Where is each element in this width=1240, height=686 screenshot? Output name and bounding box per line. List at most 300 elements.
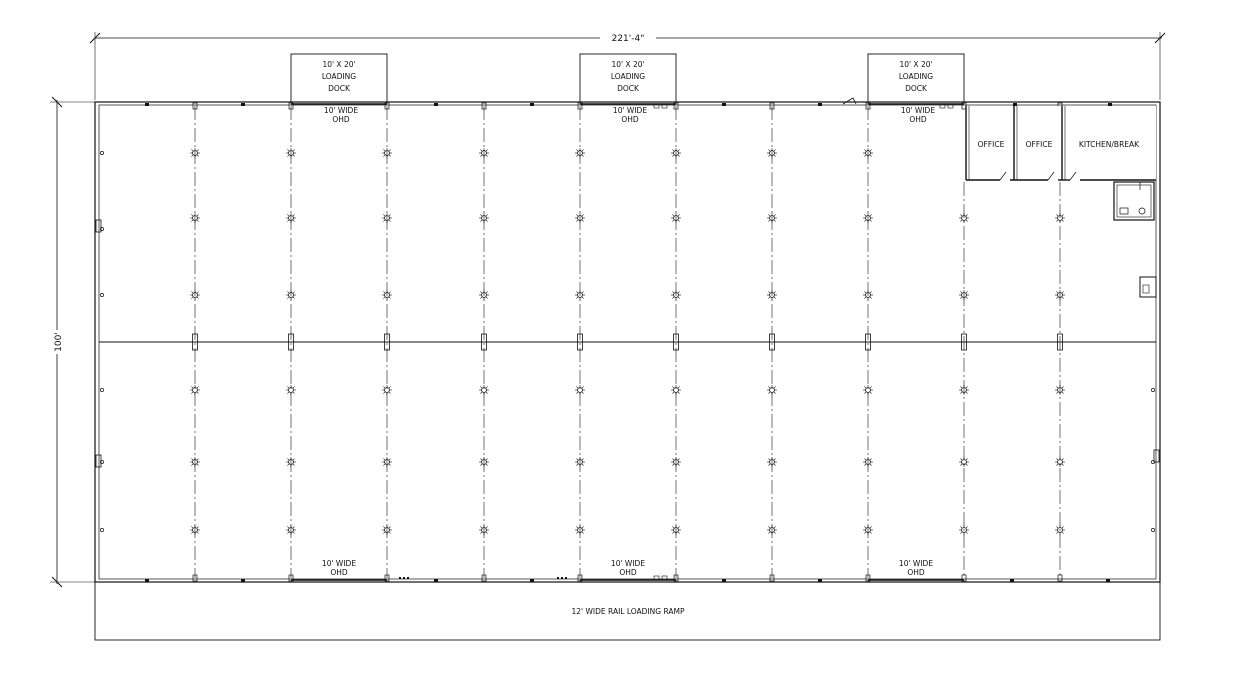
light-fixture-ray <box>672 214 674 216</box>
light-fixture-ray <box>576 392 578 394</box>
light-fixture-ray <box>582 297 584 299</box>
light-fixture-ray <box>480 297 482 299</box>
light-fixture-ray <box>672 526 674 528</box>
light-fixture-ray <box>576 386 578 388</box>
light-fixture-ray <box>1062 458 1064 460</box>
light-fixture-ray <box>768 392 770 394</box>
office-suite <box>966 106 1156 180</box>
light-fixture-ray <box>293 291 295 293</box>
loading-dock-3-line1: 10' X 20' <box>899 60 933 69</box>
light-fixture-ray <box>576 458 578 460</box>
light-fixture-ray <box>287 392 289 394</box>
light-fixture-ray <box>870 155 872 157</box>
light-fixture-ray <box>191 386 193 388</box>
light-fixture-ray <box>582 214 584 216</box>
wall-mark <box>561 577 563 579</box>
light-fixture-ray <box>293 155 295 157</box>
light-fixture-ray <box>672 220 674 222</box>
light-fixture-ray <box>678 526 680 528</box>
light-fixture-ray <box>197 526 199 528</box>
light-fixture-ray <box>768 291 770 293</box>
light-fixture-ray <box>383 386 385 388</box>
light-fixture-ray <box>1056 526 1058 528</box>
overhead-door-top-3-line2: OHD <box>909 115 927 124</box>
light-fixture-ray <box>287 464 289 466</box>
light-fixture-ray <box>774 155 776 157</box>
light-fixture-ray <box>480 214 482 216</box>
light-fixture-ray <box>582 291 584 293</box>
light-fixture-ray <box>287 149 289 151</box>
light-fixture-ray <box>480 526 482 528</box>
wall-mark <box>530 579 534 582</box>
light-fixture-ray <box>576 297 578 299</box>
light-fixture-ray <box>383 532 385 534</box>
light-fixture-ray <box>576 291 578 293</box>
wall-light-icon <box>100 528 103 531</box>
light-fixture-ray <box>191 526 193 528</box>
light-fixture-ray <box>576 155 578 157</box>
overhead-door-top-2-line1: 10' WIDE <box>612 106 648 115</box>
overhead-door-bottom-1-line1: 10' WIDE <box>321 559 357 568</box>
light-fixture-ray <box>389 220 391 222</box>
light-fixture-ray <box>582 458 584 460</box>
light-fixture-ray <box>486 532 488 534</box>
light-fixture-ray <box>1056 386 1058 388</box>
wall-mark <box>434 103 438 106</box>
light-fixture-ray <box>389 297 391 299</box>
light-fixture-ray <box>672 291 674 293</box>
light-fixture-ray <box>672 386 674 388</box>
wall-mark <box>530 103 534 106</box>
light-fixture-ray <box>864 155 866 157</box>
loading-dock-1 <box>291 54 387 102</box>
light-fixture-ray <box>672 458 674 460</box>
light-fixture-ray <box>864 214 866 216</box>
wall-mark <box>1010 579 1014 582</box>
wall-light-icon <box>100 293 103 296</box>
light-fixture-ray <box>293 297 295 299</box>
light-fixture-ray <box>864 297 866 299</box>
wall-mark <box>407 577 409 579</box>
light-fixture-ray <box>287 297 289 299</box>
light-fixture-icon <box>1055 457 1065 467</box>
light-fixture-ray <box>1056 458 1058 460</box>
light-fixture-ray <box>293 458 295 460</box>
light-fixture-ray <box>768 532 770 534</box>
loading-dock-2-line2: LOADING <box>610 72 646 81</box>
rail-loading-ramp <box>95 582 1160 640</box>
light-fixture-ray <box>870 297 872 299</box>
light-fixture-ray <box>383 392 385 394</box>
light-fixture-ray <box>389 464 391 466</box>
light-fixture-ray <box>486 220 488 222</box>
light-fixture-ray <box>486 214 488 216</box>
wall-light-icon <box>1151 528 1154 531</box>
light-fixture-ray <box>287 155 289 157</box>
light-fixture-ray <box>678 464 680 466</box>
light-fixture-icon <box>190 385 200 395</box>
light-fixture-ray <box>287 532 289 534</box>
light-fixture-ray <box>191 149 193 151</box>
light-fixture-ray <box>966 526 968 528</box>
light-fixture-ray <box>293 464 295 466</box>
light-fixture-ray <box>678 392 680 394</box>
overhead-door-bottom-3-line2: OHD <box>907 568 925 577</box>
light-fixture-ray <box>576 526 578 528</box>
light-fixture-ray <box>768 214 770 216</box>
light-fixture-ray <box>486 155 488 157</box>
light-fixture-ray <box>576 464 578 466</box>
light-fixture-ray <box>960 386 962 388</box>
light-fixture-ray <box>870 291 872 293</box>
light-fixture-ray <box>966 458 968 460</box>
light-fixture-ray <box>774 464 776 466</box>
light-fixture-ray <box>966 220 968 222</box>
light-fixture-ray <box>966 214 968 216</box>
light-fixture-ray <box>960 220 962 222</box>
light-fixture-ray <box>383 155 385 157</box>
light-fixture-ray <box>864 392 866 394</box>
light-fixture-ray <box>768 526 770 528</box>
light-fixture-ray <box>960 464 962 466</box>
light-fixture-ray <box>774 458 776 460</box>
overhead-door-top-3 <box>868 104 964 124</box>
light-fixture-ray <box>197 297 199 299</box>
light-fixture-ray <box>576 220 578 222</box>
light-fixture-ray <box>480 155 482 157</box>
light-fixture-ray <box>966 392 968 394</box>
light-fixture-ray <box>486 386 488 388</box>
light-fixture-ray <box>966 464 968 466</box>
light-fixture-ray <box>480 149 482 151</box>
light-fixture-ray <box>678 220 680 222</box>
light-fixture-ray <box>480 532 482 534</box>
light-fixture-ray <box>960 297 962 299</box>
light-fixture-ray <box>582 532 584 534</box>
light-fixture-ray <box>678 149 680 151</box>
side-door <box>1154 450 1159 462</box>
light-fixture-ray <box>1062 297 1064 299</box>
wall-mark <box>145 103 149 106</box>
light-fixture-ray <box>389 458 391 460</box>
overhead-door-top-2 <box>580 104 676 124</box>
light-fixture-ray <box>389 149 391 151</box>
light-fixture-ray <box>864 149 866 151</box>
light-fixture-ray <box>293 526 295 528</box>
light-fixture-ray <box>774 214 776 216</box>
light-fixture-ray <box>1056 532 1058 534</box>
light-fixture-ray <box>191 458 193 460</box>
wall-mark <box>145 579 149 582</box>
light-fixture-ray <box>480 386 482 388</box>
light-fixture-ray <box>774 220 776 222</box>
light-fixture-ray <box>576 149 578 151</box>
light-fixture-ray <box>486 392 488 394</box>
wall-mark <box>722 103 726 106</box>
light-fixture-ray <box>678 297 680 299</box>
light-fixture-ray <box>486 291 488 293</box>
light-fixture-ray <box>1056 220 1058 222</box>
overhead-door-bottom-1 <box>291 559 387 580</box>
side-door <box>96 220 101 232</box>
light-fixture-ray <box>383 464 385 466</box>
light-fixture-ray <box>576 214 578 216</box>
light-fixture-ray <box>582 220 584 222</box>
light-fixture-ray <box>864 464 866 466</box>
wall-light-icon <box>100 388 103 391</box>
sink-icon <box>1120 208 1128 214</box>
light-fixture-ray <box>287 386 289 388</box>
light-fixture-ray <box>383 297 385 299</box>
wall-mark <box>818 579 822 582</box>
light-fixture-ray <box>389 214 391 216</box>
light-fixture-ray <box>870 220 872 222</box>
loading-dock-1-line3: DOCK <box>328 84 350 93</box>
light-fixture-ray <box>678 155 680 157</box>
light-fixture-icon <box>767 385 777 395</box>
light-fixture-ray <box>768 458 770 460</box>
wall-light-icon <box>1151 388 1154 391</box>
light-fixture-ray <box>582 149 584 151</box>
loading-dock-2-line3: DOCK <box>617 84 639 93</box>
light-fixture-icon <box>479 385 489 395</box>
light-fixture-ray <box>197 458 199 460</box>
restroom <box>1114 182 1154 220</box>
light-fixture-ray <box>287 458 289 460</box>
light-fixture-icon <box>382 385 392 395</box>
wall-mark <box>557 577 559 579</box>
wall-mark <box>434 579 438 582</box>
light-fixture-ray <box>870 464 872 466</box>
toilet-icon <box>1139 208 1145 214</box>
light-fixture-ray <box>768 220 770 222</box>
light-fixture-ray <box>678 291 680 293</box>
loading-dock-3-line3: DOCK <box>905 84 927 93</box>
light-fixture-ray <box>389 386 391 388</box>
light-fixture-ray <box>1062 464 1064 466</box>
wall-light-icon <box>100 151 103 154</box>
wall-mark <box>403 577 405 579</box>
light-fixture-ray <box>191 532 193 534</box>
light-fixture-ray <box>1062 526 1064 528</box>
overhead-door-top-3-line1: 10' WIDE <box>900 106 936 115</box>
light-fixture-ray <box>383 291 385 293</box>
light-fixture-ray <box>768 149 770 151</box>
light-fixture-ray <box>191 155 193 157</box>
light-fixture-ray <box>383 214 385 216</box>
light-fixture-ray <box>1056 291 1058 293</box>
wall-mark <box>1106 579 1110 582</box>
light-fixture-ray <box>287 526 289 528</box>
light-fixture-ray <box>672 149 674 151</box>
light-fixture-ray <box>383 149 385 151</box>
light-fixture-ray <box>864 458 866 460</box>
light-fixture-ray <box>864 532 866 534</box>
light-fixture-ray <box>774 392 776 394</box>
width-dimension-label: 221'-4" <box>611 34 645 44</box>
light-fixture-ray <box>768 386 770 388</box>
light-fixture-ray <box>1056 392 1058 394</box>
light-fixture-ray <box>672 155 674 157</box>
light-fixture-icon <box>959 457 969 467</box>
light-fixture-ray <box>486 464 488 466</box>
light-fixture-ray <box>678 458 680 460</box>
light-fixture-ray <box>768 155 770 157</box>
loading-dock-2 <box>580 54 676 102</box>
light-fixture-ray <box>672 532 674 534</box>
light-fixture-ray <box>582 526 584 528</box>
light-fixture-ray <box>191 220 193 222</box>
office-1-label: OFFICE <box>977 140 1005 149</box>
overhead-door-bottom-2-line1: 10' WIDE <box>610 559 646 568</box>
light-fixture-ray <box>774 291 776 293</box>
overhead-door-top-1-line2: OHD <box>332 115 350 124</box>
overhead-door-top-1 <box>291 104 387 124</box>
light-fixture-ray <box>966 532 968 534</box>
light-fixture-ray <box>1062 220 1064 222</box>
light-fixture-ray <box>774 149 776 151</box>
light-fixture-ray <box>960 458 962 460</box>
light-fixture-ray <box>293 220 295 222</box>
overhead-door-bottom-3 <box>868 559 964 580</box>
wall-mark <box>722 579 726 582</box>
light-fixture-ray <box>864 386 866 388</box>
light-fixture-ray <box>582 386 584 388</box>
light-fixture-ray <box>870 458 872 460</box>
light-fixture-ray <box>870 526 872 528</box>
wall-mark <box>241 579 245 582</box>
light-fixture-icon <box>575 385 585 395</box>
light-fixture-ray <box>960 291 962 293</box>
light-fixture-ray <box>870 532 872 534</box>
light-fixture-ray <box>678 532 680 534</box>
loading-dock-1-line2: LOADING <box>321 72 357 81</box>
light-fixture-ray <box>774 386 776 388</box>
light-fixture-ray <box>966 386 968 388</box>
light-fixture-ray <box>582 464 584 466</box>
light-fixture-ray <box>870 386 872 388</box>
light-fixture-ray <box>582 392 584 394</box>
wall-mark <box>565 577 567 579</box>
electrical-panel <box>1140 277 1156 297</box>
light-fixture-ray <box>480 392 482 394</box>
light-fixture-ray <box>486 526 488 528</box>
light-fixture-icon <box>863 385 873 395</box>
light-fixture-ray <box>197 386 199 388</box>
light-fixture-ray <box>678 214 680 216</box>
light-fixture-ray <box>197 149 199 151</box>
light-fixture-ray <box>864 526 866 528</box>
light-fixture-ray <box>960 392 962 394</box>
loading-dock-3 <box>868 54 964 102</box>
loading-dock-1-line1: 10' X 20' <box>322 60 356 69</box>
light-fixture-icon <box>286 385 296 395</box>
overhead-door-bottom-2-line2: OHD <box>619 568 637 577</box>
light-fixture-ray <box>486 149 488 151</box>
light-fixture-ray <box>389 526 391 528</box>
light-fixture-ray <box>486 297 488 299</box>
light-fixture-ray <box>672 392 674 394</box>
ramp-label: 12' WIDE RAIL LOADING RAMP <box>571 607 685 616</box>
loading-dock-3-line2: LOADING <box>898 72 934 81</box>
depth-dimension-label: 100' <box>54 332 64 352</box>
light-fixture-ray <box>197 291 199 293</box>
light-fixture-ray <box>768 464 770 466</box>
light-fixture-ray <box>191 297 193 299</box>
light-fixture-ray <box>191 214 193 216</box>
light-fixture-ray <box>864 220 866 222</box>
light-fixture-ray <box>389 291 391 293</box>
light-fixture-ray <box>293 392 295 394</box>
depth-dimension <box>50 97 100 587</box>
light-fixture-ray <box>1062 214 1064 216</box>
light-fixture-ray <box>287 291 289 293</box>
light-fixture-ray <box>389 532 391 534</box>
light-fixture-ray <box>870 214 872 216</box>
light-fixture-ray <box>870 149 872 151</box>
loading-dock-2-line1: 10' X 20' <box>611 60 645 69</box>
light-fixture-ray <box>293 532 295 534</box>
light-fixture-ray <box>870 392 872 394</box>
light-fixture-ray <box>197 392 199 394</box>
light-fixture-ray <box>768 297 770 299</box>
door-swing <box>843 98 856 104</box>
light-fixture-ray <box>960 532 962 534</box>
light-fixture-ray <box>774 526 776 528</box>
light-fixture-ray <box>197 532 199 534</box>
light-fixture-ray <box>960 214 962 216</box>
office-2-label: OFFICE <box>1025 140 1053 149</box>
light-fixture-ray <box>1056 464 1058 466</box>
overhead-door-bottom-3-line1: 10' WIDE <box>898 559 934 568</box>
light-fixture-ray <box>293 214 295 216</box>
light-fixture-ray <box>1056 297 1058 299</box>
light-fixture-ray <box>774 297 776 299</box>
light-fixture-ray <box>1062 532 1064 534</box>
kitchen-break-label: KITCHEN/BREAK <box>1078 140 1140 149</box>
light-fixture-ray <box>1062 392 1064 394</box>
light-fixture-ray <box>864 291 866 293</box>
wall-mark <box>399 577 401 579</box>
wall-mark <box>241 103 245 106</box>
light-fixture-ray <box>383 458 385 460</box>
overhead-door-bottom-2 <box>580 559 676 580</box>
light-fixture-ray <box>191 392 193 394</box>
light-fixture-ray <box>191 291 193 293</box>
light-fixture-ray <box>383 220 385 222</box>
light-fixture-ray <box>582 155 584 157</box>
light-fixture-ray <box>197 464 199 466</box>
light-fixture-ray <box>197 220 199 222</box>
light-fixture-ray <box>678 386 680 388</box>
light-fixture-ray <box>1062 291 1064 293</box>
light-fixture-ray <box>480 464 482 466</box>
light-fixture-ray <box>287 220 289 222</box>
light-fixture-ray <box>672 297 674 299</box>
wall-mark <box>1108 103 1112 106</box>
light-fixture-ray <box>293 149 295 151</box>
light-fixture-ray <box>480 220 482 222</box>
light-fixture-ray <box>774 532 776 534</box>
light-fixture-ray <box>293 386 295 388</box>
overhead-door-bottom-1-line2: OHD <box>330 568 348 577</box>
light-fixture-ray <box>486 458 488 460</box>
light-fixture-ray <box>480 458 482 460</box>
light-fixture-ray <box>389 392 391 394</box>
light-fixture-ray <box>966 297 968 299</box>
overhead-door-top-1-line1: 10' WIDE <box>323 106 359 115</box>
light-fixture-ray <box>191 464 193 466</box>
